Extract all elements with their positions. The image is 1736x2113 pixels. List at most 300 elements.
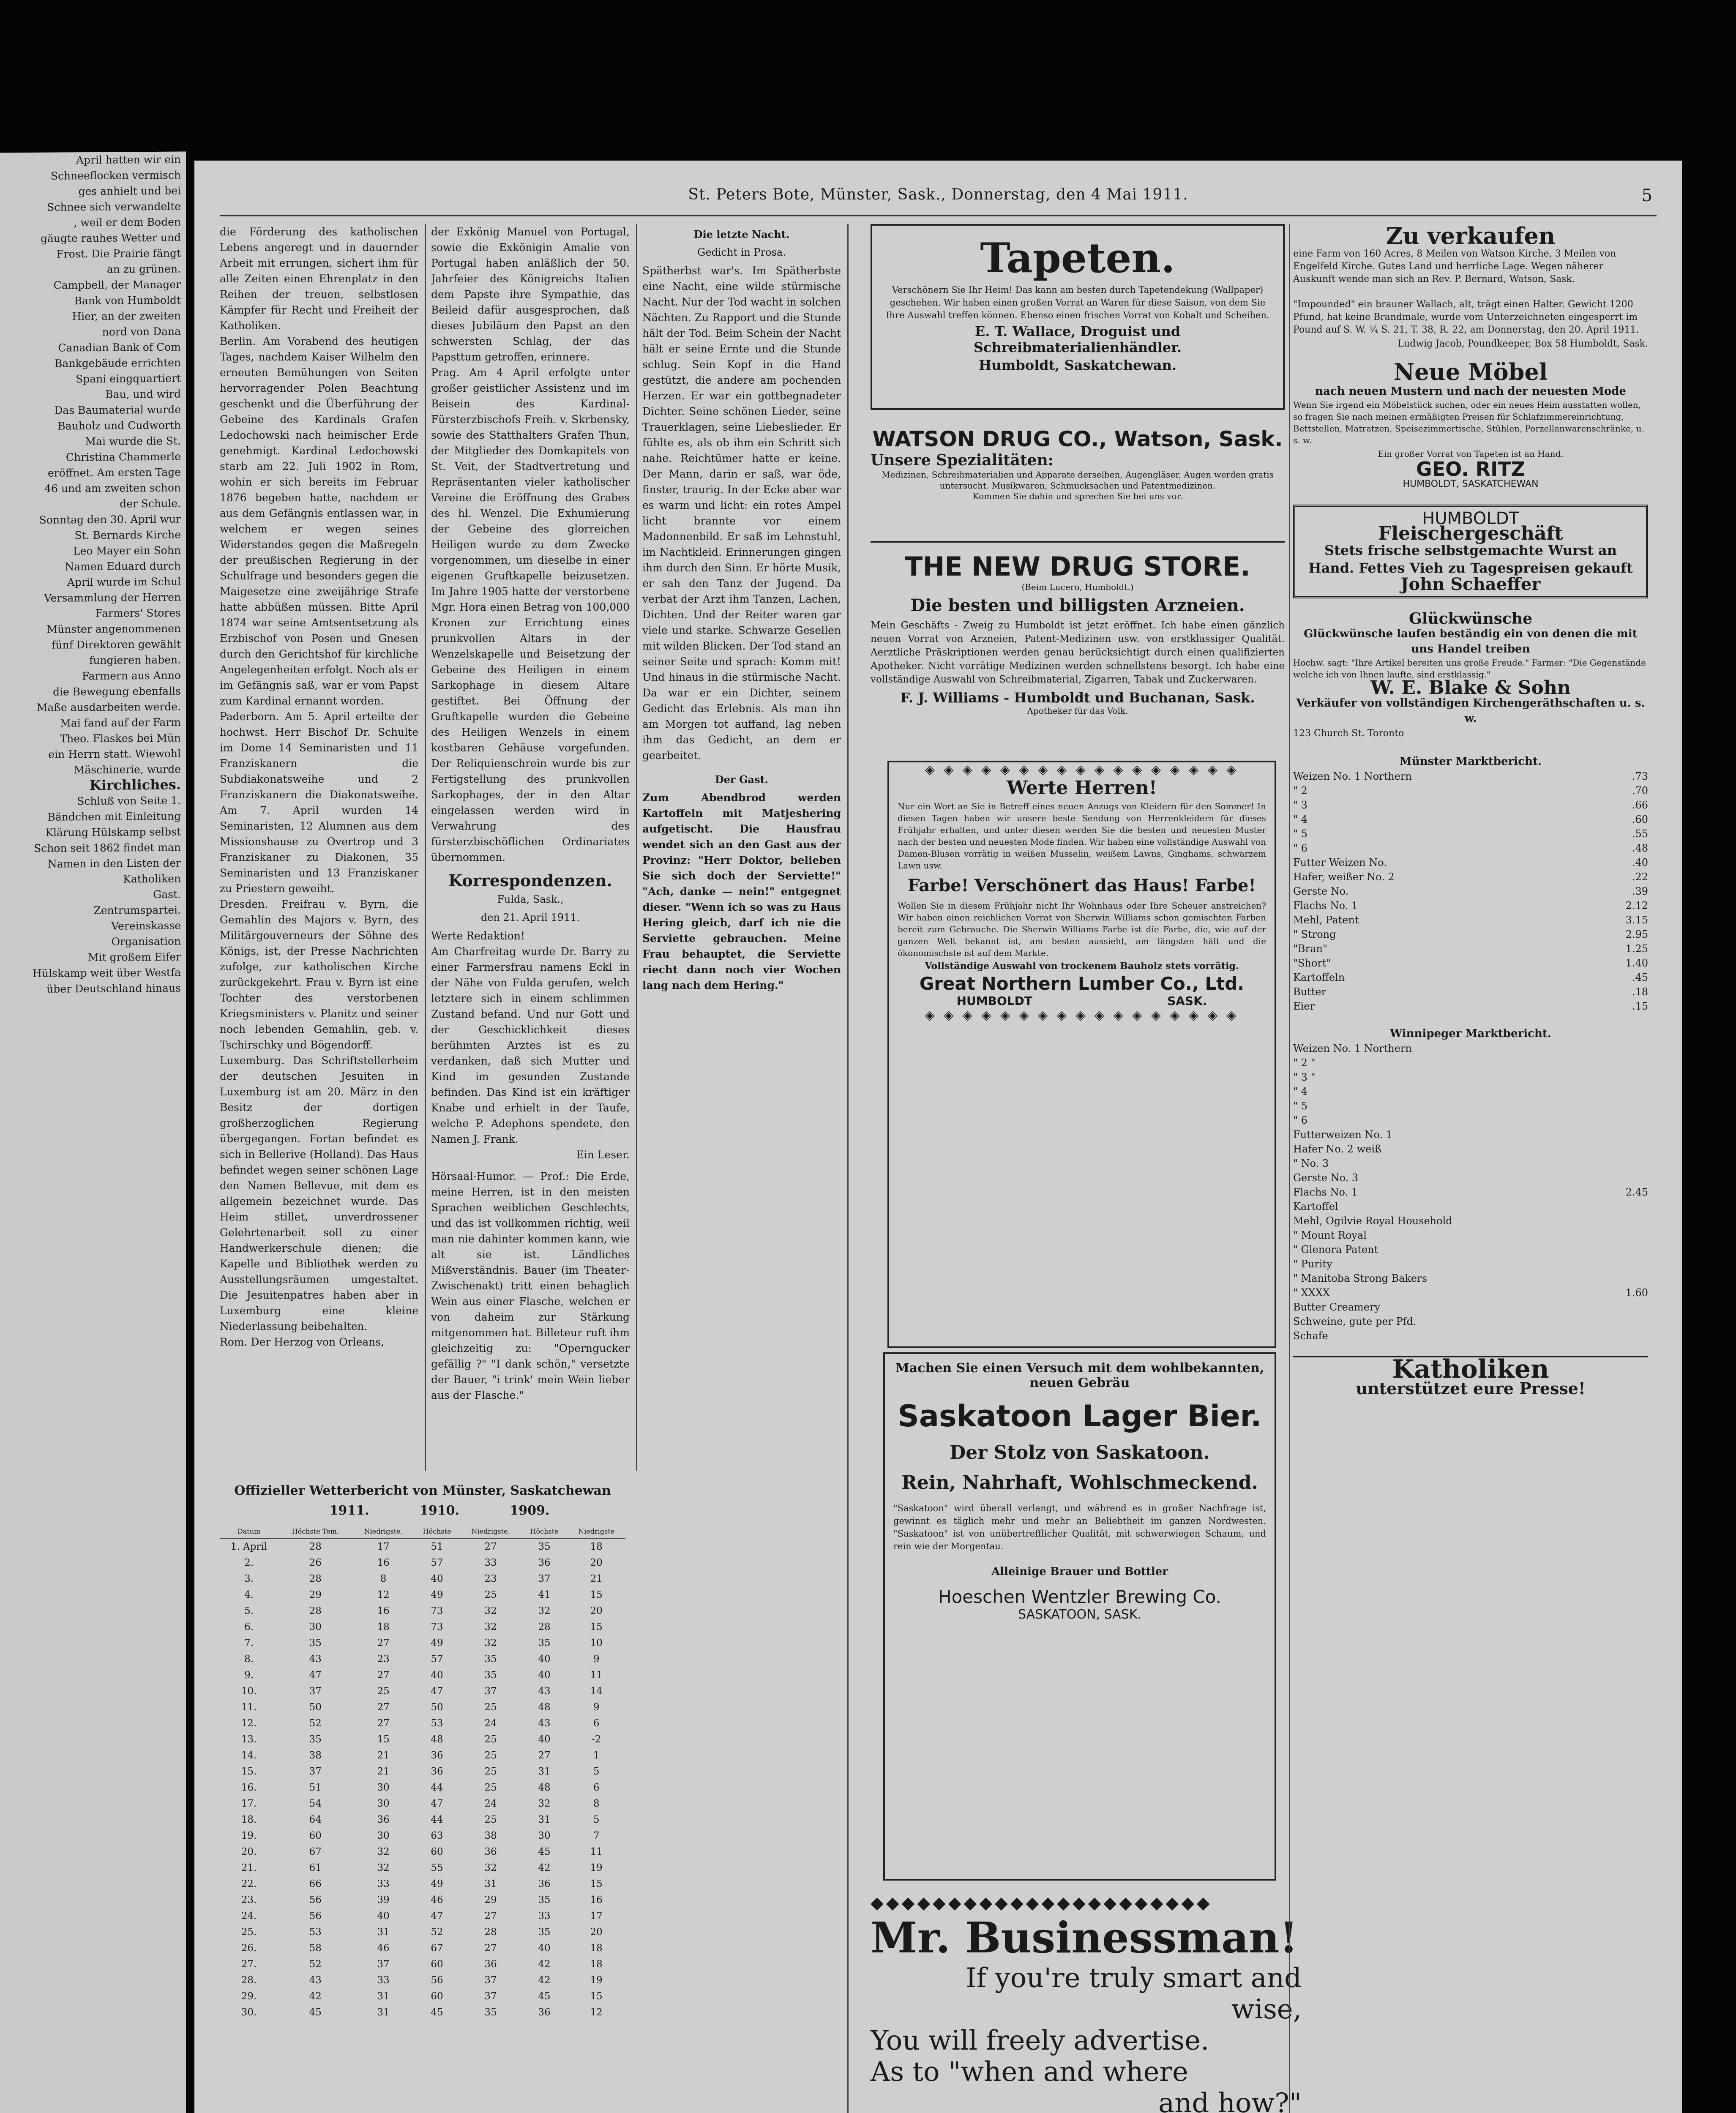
weather-cell: 30 [309,1622,322,1633]
poem-title: Die letzte Nacht. [693,228,790,240]
facing-page-line: Katholiken [123,872,181,885]
weather-cell: 42 [538,1959,551,1970]
weather-cell: 30 [377,1830,390,1841]
weather-cell: 33 [377,1975,390,1986]
market-row [1293,1070,1648,1084]
article-paragraph: Berlin. Am Vorabend des heutigen Tages, nachdem Kaiser Wilhelm den erneuten Bemühungen von Seiten hervorragender Polen Beachtung geschenkt und die Überführung der Gebeine des Kardinals Grafen Ledochowski nach heimischer Erde genehmigt. Kardinal Ledochowski starb am 22. Juli 1902 in Rom, wohin er sich bereits im Februar 1876 begeben hatte, nachdem er aus dem Gefängnis entlassen war, in welchem er wegen seines Widerstandes gegen die Maßregeln der preußischen Regierung in der Schulfrage und besonders gegen die Maigesetze eine zweijährige Strafe hatte abbüßen müssen. Bitte April 1874 war seine Amtsentsetzung als Erzbischof von Posen und Gnesen durch den Gerichtshof für kirchliche Angelegenheiten erfolgt. Noch als er im Gefängnis saß, war er vom Papst zum Kardinal ernannt worden. [220,335,418,707]
businessman-line: If you're truly smart and [966,1963,1302,1994]
weather-cell: 73 [431,1605,443,1616]
market-item: " 4 [1293,814,1307,825]
new-drug-tagline: Die besten und billigsten Arzneien. [910,595,1245,615]
weather-column-header: Datum [220,1525,278,1538]
impounded-notice [1293,298,1648,352]
weather-cell: 15 [590,1878,603,1889]
weather-cell: 31 [377,1991,390,2002]
weather-cell: 57 [431,1557,443,1568]
weather-cell: 40 [538,1734,551,1745]
ritz-place: HUMBOLDT, SASKATCHEWAN [1403,479,1539,489]
weather-cell: 42 [538,1862,551,1873]
facing-page-line: Frost. Die Prairie fängt [56,247,181,260]
weather-table-body [220,1538,625,2020]
weather-cell: 26. [241,1943,257,1954]
weather-cell: 31 [484,1878,497,1889]
weather-cell: 27 [377,1718,390,1729]
weather-cell: 32 [538,1798,551,1809]
munster-market-rows [1293,769,1648,1013]
weather-cell: 28 [309,1573,322,1584]
weather-cell: 58 [309,1943,322,1954]
market-row [1293,855,1648,870]
market-price: 1.40 [1625,957,1648,969]
weather-year: 1909. [510,1503,550,1518]
weather-cell: 52 [309,1959,322,1970]
weather-row [220,1699,625,1715]
market-row [1293,1329,1648,1343]
weather-cell: 9 [593,1654,600,1665]
market-row [1293,884,1648,898]
butcher-town: HUMBOLDT [1422,509,1519,528]
weather-cell: 61 [309,1862,322,1873]
weather-cell: 19 [590,1862,603,1873]
weather-cell: 36 [431,1750,443,1761]
brewer-place: SASKATOON, SASK. [1018,1607,1141,1622]
market-price: 1.60 [1625,1287,1648,1299]
facing-page-line: Schluß von Seite 1. [77,794,181,808]
furniture-body: Wenn Sie irgend ein Möbelstück suchen, oder ein neues Heim ausstatten wollen, so fragen Sie nach meinen ermäßigten Preisen für Schlafzimmereinrichtung, Bettstellen, Matratzen, Speisezimmertische, Stühlen, Porzellanwarenschränke, u. s. w. [1293,400,1644,445]
weather-cell: 20 [590,1927,603,1938]
weather-cell: 47 [431,1911,443,1922]
weather-cell: 32 [484,1605,497,1616]
weather-cell: 29. [241,1991,257,2002]
market-price: .48 [1632,842,1648,854]
market-item: " 6 [1293,842,1307,854]
weather-cell: 25 [484,1589,497,1600]
article-paragraph: die Förderung des katholischen Lebens angeregt und in dauernder Arbeit mit errungen, sichert ihm für alle Zeiten einen Ehrenplatz in den Reihen der treuen, selbstlosen Kämpfer für Recht und Freiheit der Katholiken. [220,226,418,332]
market-price: .45 [1632,972,1648,983]
market-item: Kartoffeln [1293,972,1345,983]
weather-cell: 49 [431,1878,443,1889]
market-item: " 5 [1293,828,1307,840]
market-price: .66 [1632,799,1648,811]
paint-title: Farbe! Verschönert das Haus! Farbe! [908,876,1256,895]
weather-cell: 31 [377,1927,390,1938]
weather-cell: 40 [431,1670,443,1681]
winnipeg-market-rows [1293,1041,1648,1343]
weather-row [220,1667,625,1683]
weather-cell: 54 [309,1798,322,1809]
market-row [1293,769,1648,784]
beer-name: Saskatoon Lager Bier. [898,1399,1262,1433]
weather-cell: 31 [538,1814,551,1825]
newspaper-page [194,161,1682,2113]
weather-row [220,1603,625,1619]
market-item: Flachs No. 1 [1293,1186,1358,1198]
weather-cell: 33 [484,1557,497,1568]
weather-row [220,1876,625,1892]
weather-row [220,1764,625,1780]
article-paragraph: Rom. Der Herzog von Orleans, [220,1336,385,1348]
weather-cell: 35 [309,1638,322,1649]
weather-cell: 27 [377,1638,390,1649]
weather-cell: 16 [377,1557,390,1568]
weather-cell: 27 [484,1911,497,1922]
weather-row [220,1828,625,1844]
weather-cell: 32 [377,1862,390,1873]
congratulations-ad [1293,611,1648,741]
weather-cell: 37 [377,1959,390,1970]
weather-column-header: Niedrigste [567,1525,625,1538]
korrespondenzen-heading: Korrespondenzen. [448,871,612,890]
weather-cell: -2 [591,1734,601,1745]
weather-cell: 48 [431,1734,443,1745]
facing-page-line: Christina Chammerle [66,450,181,464]
weather-cell: 30. [241,2007,257,2018]
weather-cell: 32 [484,1638,497,1649]
weather-cell: 42 [309,1991,322,2002]
facing-page-line: ein Herrn statt. Wiewohl [48,747,181,761]
weather-cell: 36 [538,1878,551,1889]
weather-cell: 36 [538,1557,551,1568]
weather-cell: 53 [431,1718,443,1729]
weather-row [220,1651,625,1667]
market-item: " 3 [1293,799,1307,811]
market-item: " 2 " [1293,1057,1316,1069]
weather-cell: 19. [241,1830,257,1841]
tapeten-place: Humboldt, Saskatchewan. [978,357,1176,373]
weather-cell: 15. [241,1766,257,1777]
weather-cell: 9 [593,1702,600,1713]
tapeten-title: Tapeten. [980,234,1175,282]
weather-cell: 11 [590,1846,603,1857]
weather-cell: 21 [377,1766,390,1777]
weather-cell: 49 [431,1589,443,1600]
weather-cell: 12 [377,1589,390,1600]
market-item: Butter Creamery [1293,1301,1381,1313]
weather-cell: 3. [244,1573,254,1584]
facing-page-line: Canadian Bank of Com [58,341,181,354]
article-paragraph: Prag. Am 4 April erfolgte unter großer geistlicher Assistenz und im Beisein des Kardinal-Fürsterzbischofs Freih. v. Skrbensky, sowie des Statthalters Grafen Thun, der Mitglieder des Domkapitels von St. Veit, der Stadtvertretung und Repräsentanten vieler katholischer Vereine die Eröffnung des Grabes des hl. Wenzel. Die Exhumierung der Gebeine des glorreichen Heiligen wurde zu dem Zwecke vorgenommen, um dieselbe in einer eigenen Gruftkapelle beizusetzen. Im Jahre 1905 hatte der verstorbene Mgr. Hora einen Betrag von 100,000 Kronen zur Errichtung eines prunkvollen Altars in der Wenzelskapelle und Beisetzung der Gebeine des Heiligen in einem Sarkophage in diesem Altare gestiftet. Bei Öffnung der Gruftkapelle wurden die Gebeine des Heiligen Wenzels in einem kostbaren Gehäuse vorgefunden. Der Reliquienschrein wurde bis zur Fertigstellung des prunkvollen Sarkophages, der in den Altar eingelassen werden wird in Verwahrung des fürsterzbischöflichen Ordinariates übernommen. [431,366,630,863]
ornament-border: ◆◆◆◆◆◆◆◆◆◆◆◆◆◆◆◆◆◆◆◆◆◆ [871,1893,1212,1913]
facing-page-line: Gast. [153,888,181,901]
weather-cell: 37 [538,1573,551,1584]
new-drug-title: THE NEW DRUG STORE. [905,551,1250,582]
market-price: 1.25 [1625,943,1648,955]
weather-cell: 29 [309,1589,322,1600]
weather-cell: 52 [309,1718,322,1729]
facing-page-line: ges anhielt und bei [78,184,181,198]
weather-year: 1910. [420,1503,459,1518]
weather-row [220,1635,625,1651]
ritz-name: GEO. RITZ [1416,458,1526,480]
market-row [1293,1214,1648,1228]
weather-cell: 24. [241,1911,257,1922]
weather-cell: 28 [484,1927,497,1938]
weather-cell: 36 [484,1959,497,1970]
market-row [1293,898,1648,913]
market-item: Schweine, gute per Pfd. [1293,1316,1417,1327]
blake-title: W. E. Blake & Sohn [1370,677,1571,699]
butcher-title: Fleischergeschäft [1378,523,1563,544]
facing-page-line: Theo. Flaskes bei Mün [60,732,181,745]
paint-body: Wollen Sie in diesem Frühjahr nicht Ihr Wohnhaus oder Ihre Scheuer anstreichen? Wir haben einen reichlichen Vorrat von Sherwin Williams schon gemischten Farben bereit zum Gebrauche. Die Sherwin Williams Farbe ist die Farbe, die, wie auf der ganzen Welt bekannt ist, am besten aussieht, am längsten hält und die ökonomischste ist auf dem Markte. [898,901,1266,958]
weather-cell: 23 [377,1654,390,1665]
weather-cell: 45 [431,2007,443,2018]
weather-row [220,1683,625,1699]
businessman-line: wise, [1231,1994,1302,2025]
weather-cell: 35 [538,1541,551,1552]
facing-page-line: Schneeflocken vermisch [50,169,181,182]
weather-cell: 12 [590,2007,603,2018]
catholics-ad [1293,1356,1648,1396]
market-item: Futterweizen No. 1 [1293,1129,1392,1141]
weather-cell: 2. [244,1557,254,1568]
weather-cell: 31 [538,1766,551,1777]
market-item: "Short" [1293,957,1331,969]
tapeten-ad [871,224,1285,410]
market-row [1293,1199,1648,1214]
market-item: Hafer No. 2 weiß [1293,1143,1382,1155]
furniture-ad [1293,358,1648,492]
butcher-body: Stets frische selbstgemachte Wurst an Hand. Fettes Vieh zu Tagespreisen gekauft [1308,542,1633,576]
facing-page-line: Campbell, der Manager [53,278,181,292]
weather-cell: 15 [377,1734,390,1745]
market-item: " 2 [1293,785,1307,797]
market-item: " Purity [1293,1258,1332,1270]
market-row [1293,1156,1648,1171]
weather-cell: 30 [377,1782,390,1793]
market-row [1293,1228,1648,1242]
weather-row [220,1892,625,1908]
weather-row [220,1972,625,1988]
weather-cell: 18 [377,1622,390,1633]
blake-address: 123 Church St. Toronto [1293,728,1404,739]
weather-cell: 37 [484,1975,497,1986]
humor-paragraph: Hörsaal-Humor. — Prof.: Die Erde, meine Herren, ist in den meisten Sprachen weiblichen Geschlechts, und das ist vollkommen richtig, weil man nie dahinter kommen kann, wie alt sie ist. Ländliches Mißverständnis. Bauer (im Theater-Zwischenakt) tritt einen behaglich Wein aus einer Flasche, welchen er von daheim zur Stärkung mitgenommen hat. Billeteur ruft ihm gleichzeitig zu: "Operngucker gefällig ?" "I dank schön," versetzte der Bauer, "i trink' mein Wein lieber aus der Flasche." [431,1170,630,1401]
weather-cell: 17 [377,1541,390,1552]
tapeten-merchant: E. T. Wallace, Droguist und Schreibmaterialienhändler. [973,323,1182,355]
weather-cell: 36 [484,1846,497,1857]
for-sale-body: eine Farm von 160 Acres, 8 Meilen von Watson Kirche, 3 Meilen von Engelfeld Kirche. Gutes Land und herrliche Lage. Wegen näherer Auskunft wende man sich an Rev. P. Bernard, Watson, Sask. [1293,248,1616,284]
munster-market-title: Münster Marktbericht. [1400,755,1542,768]
weather-cell: 35 [538,1895,551,1906]
prose-poem: Spätherbst war's. Im Spätherbste eine Nacht, eine wilde stürmische Nacht. Nur der Tod wacht in solchen Nächten. Zu Rapport und die Stunde hält der Tod. Beim Schein der Nacht hält er seine Ernte und die Stunde schlug. Sein Kopf in die Hand gestützt, die andere am pochenden Herzen. Er war ein gottbegnadeter Dichter. Seine schönen Lieder, seine Trauerklagen, seine Liebeslieder. Er fühlte es, als ob ihm ein Schritt sich nahe. Reichtümer hatte er keine. Der Mann, darin er saß, war öde, finster, traurig. In der Ecke aber war es warm und licht: ein rotes Ampel licht brannte vor einem Madonnenbild. Er saß im Lehnstuhl, im Nachtkleid. Erinnerungen gingen ihm durch den Sinn. Er hörte Musik, er sah den Tanz der Jugend. Da verbat der Arzt ihm Tanzen, Lachen, Dichten. Und der Reiter waren gar viele und starke. Schwarze Gesellen mit wilden Blicken. Der Tod stand an seiner Seite und sprach: Komm mit! Und hinaus in die stürmische Nacht. Da war er ein Dichter, seinem Gedicht das Erlebnis. Als man ihn am Morgen tot auffand, lag neben ihm das Gedicht, an dem er gearbeitet. [642,265,841,762]
market-price: 2.95 [1625,928,1648,940]
market-price: 3.15 [1625,914,1648,926]
weather-cell: 11. [241,1702,257,1713]
ornament-border: ◈ ◈ ◈ ◈ ◈ ◈ ◈ ◈ ◈ ◈ ◈ ◈ ◈ ◈ ◈ ◈ ◈ [925,762,1239,777]
weather-row [220,1988,625,2004]
weather-column-header: Niedrigste. [352,1525,414,1538]
weather-cell: 57 [431,1654,443,1665]
market-item: "Bran" [1293,943,1327,955]
weather-cell: 14 [590,1686,603,1697]
correspondence-place: Fulda, Sask., [497,893,564,905]
weather-cell: 32 [484,1622,497,1633]
weather-cell: 23 [484,1573,497,1584]
tapeten-body: Verschönern Sie Ihr Heim! Das kann am besten durch Tapetendekung (Wallpaper) geschehen. Wir haben einen großen Vorrat an Waren für diese Saison, von dem Sie Ihre Auswahl treffen können. Ebenso einen frischen Vorrat von Kobalt und Scheiben. [886,285,1269,320]
weather-row [220,1747,625,1764]
weather-cell: 25 [484,1814,497,1825]
munster-market-report [1293,754,1648,1013]
weather-header-row [220,1525,625,1538]
butcher-owner: John Schaeffer [1400,574,1541,594]
facing-page-line: fungieren haben. [89,653,181,667]
facing-page-text [0,151,186,997]
weather-cell: 60 [309,1830,322,1841]
facing-page-line: Farmern aus Anno [82,669,181,682]
market-row [1293,942,1648,956]
weather-row [220,1908,625,1924]
weather-cell: 16. [241,1782,257,1793]
weather-cell: 28 [309,1605,322,1616]
weather-cell: 5. [244,1605,254,1616]
beer-body: "Saskatoon" wird überall verlangt, und während es in großer Nachfrage ist, gewinnt es täglich mehr und mehr an Beliebtheit im ganzen Nordwesten. "Saskatoon" ist von unübertrefflicher Qualität, mit schwerwiegen Schaum, und rein wie der Morgentau. [893,1503,1266,1551]
facing-page-line: Namen in den Listen der [47,857,181,870]
facing-page-line: Farmers' Stores [95,606,181,620]
market-row [1293,798,1648,812]
correspondence-body: Am Charfreitag wurde Dr. Barry zu einer Farmersfrau namens Eckl in der Nähe von Fulda gerufen, welch letztere sich in einem schlimmen Zustand befand. Und nur Gott und der Geschicklichkeit dieses berühmten Arztes ist es zu verdanken, daß sich Mutter und Kind im gesunden Zustande befinden. Das Kind ist ein kräftiger Knabe und erhielt in der Taufe, welche P. Adephons spendete, den Namen J. Frank. [431,945,630,1145]
weather-cell: 8 [593,1798,600,1809]
market-row [1293,784,1648,798]
right-column [1293,224,1648,1396]
facing-page-line: Organisation [111,935,181,948]
facing-page-line: Mai fand auf der Farm [60,716,181,729]
weather-table [220,1525,625,2020]
weather-row [220,1715,625,1731]
weather-cell: 67 [309,1846,322,1857]
article-paragraph: Dresden. Freifrau v. Byrn, die Gemahlin des Majors v. Byrn, des Militärgouverneurs der Söhne des Königs, ist, der Presse Nachrichten zufolge, zur katholischen Kirche zurückgekehrt. Frau v. Byrn ist eine Tochter des verstorbenen Kriegsministers v. Planitz und seiner noch lebenden Gemahlin, geb. v. Tschirschky und Bögendorff. [220,898,418,1051]
market-item: " Glenora Patent [1293,1244,1378,1256]
weather-cell: 12. [241,1718,257,1729]
lumber-body: Nur ein Wort an Sie in Betreff eines neuen Anzugs von Kleidern für den Sommer! In diesen Tagen haben wir unsere beste Sendung von Herrenkleidern für dieses Frühjahr erhalten, und unter diesen werden Sie die besten und neuesten Muster nach der besten und neuesten Mode finden. Wir haben eine vollständige Auswahl von Damen-Blusen vorrätig in weißen Musselin, weißem Lawns, Ginghams, schwarzem Lawn usw. [898,801,1266,871]
market-row [1293,1041,1648,1056]
weather-cell: 32 [538,1605,551,1616]
column-2 [431,224,630,1466]
weather-row [220,1780,625,1796]
market-item: " Manitoba Strong Bakers [1293,1272,1428,1284]
weather-cell: 25 [484,1766,497,1777]
weather-cell: 43 [538,1686,551,1697]
weather-cell: 39 [377,1895,390,1906]
weather-cell: 1 [593,1750,600,1761]
winnipeg-market-report [1293,1026,1648,1343]
der-gast-heading: Der Gast. [715,773,769,786]
market-price: .73 [1632,770,1648,782]
furniture-subtitle: nach neuen Mustern und nach der neuesten Mode [1315,385,1626,398]
market-row [1293,956,1648,970]
weather-cell: 44 [431,1782,443,1793]
weather-cell: 22. [241,1878,257,1889]
facing-page-line: St. Bernards Kirche [74,528,181,542]
weather-row [220,1940,625,1956]
weather-cell: 47 [431,1686,443,1697]
weather-row [220,1924,625,1940]
winnipeg-market-title: Winnipeger Marktbericht. [1390,1027,1551,1040]
weather-cell: 6 [593,1718,600,1729]
market-item: Mehl, Patent [1293,914,1359,926]
market-item: " 6 [1293,1114,1307,1126]
weather-cell: 32 [484,1862,497,1873]
weather-cell: 16 [590,1895,603,1906]
market-price: 2.12 [1625,900,1648,912]
watson-drug-ad [871,427,1285,501]
weather-cell: 36 [431,1766,443,1777]
market-item: Futter Weizen No. [1293,857,1387,868]
beer-ad [883,1352,1276,1881]
weather-cell: 40 [377,1911,390,1922]
market-price: .55 [1632,828,1648,840]
facing-page-line: Bankgebäude errichten [55,356,181,370]
market-row [1293,1185,1648,1199]
congratulations-title: Glückwünsche [1408,610,1533,628]
facing-page-line: , weil er dem Boden [74,216,181,229]
market-row [1293,1242,1648,1257]
weather-cell: 37 [309,1766,322,1777]
weather-cell: 35 [484,2007,497,2018]
facing-page-line: April hatten wir ein [76,153,181,167]
weather-cell: 9. [244,1670,254,1681]
weather-cell: 13. [241,1734,257,1745]
weather-cell: 1. April [230,1541,267,1552]
weather-cell: 15 [590,1622,603,1633]
weather-cell: 14. [241,1750,257,1761]
market-row [1293,827,1648,841]
furniture-title: Neue Möbel [1393,358,1548,385]
weather-cell: 8 [380,1573,387,1584]
weather-cell: 31 [377,2007,390,2018]
businessman-ad [871,1893,1302,2113]
facing-page-line: die Bewegung ebenfalls [53,685,181,698]
weather-cell: 27 [538,1750,551,1761]
market-price: .18 [1632,986,1648,998]
congratulations-quote: Hochw. sagt: "Ihre Artikel bereiten uns große Freude." Farmer: "Die Gegenstände welche ich von Ihnen laufte, sind erstklassig." [1293,658,1646,680]
facing-page-line: Bau, und wird [105,388,181,401]
lumber-place [889,994,1275,1008]
market-row [1293,999,1648,1013]
facing-page-line: Hier, an der zweiten [72,309,181,323]
weather-cell: 67 [431,1943,443,1954]
weather-row [220,1812,625,1828]
facing-page-line: Maße ausdarbeiten werde. [36,700,181,714]
facing-page-line: Bändchen mit Einleitung [47,810,181,823]
weather-cell: 38 [484,1830,497,1841]
column-1 [220,224,418,1466]
new-drug-body: Mein Geschäfts - Zweig zu Humboldt ist jetzt eröffnet. Ich habe einen gänzlich neuen Vorrat von Arzneien, Patent-Medizinen usw. von erstklassiger Qualität. Aerztliche Präskriptionen werden genau berücksichtigt durch einen qualifizierten Apotheker. Nicht vorrätige Medizinen werden schnellstens besorgt. Ich habe eine vollständige Auswahl von Schreibmaterial, Zigarren, Tabak und Zuckerwaren. [871,620,1285,685]
weather-cell: 10. [241,1686,257,1697]
weather-cell: 53 [309,1927,322,1938]
facing-page-line: Vereinskasse [111,919,181,932]
weather-cell: 37 [309,1686,322,1697]
page-header: St. Peters Bote, Münster, Sask., Donnerstag, den 4 Mai 1911. [688,186,1188,203]
weather-cell: 64 [309,1814,322,1825]
new-drug-store-ad [871,541,1285,716]
lumber-province: SASK. [1167,994,1207,1008]
weather-cell: 25 [484,1734,497,1745]
weather-row [220,1538,625,1555]
impounded-signature: Ludwig Jacob, Poundkeeper, Box 58 Humboldt, Sask. [1398,339,1648,349]
facing-page-line: über Deutschland hinaus [46,982,181,995]
market-item: " 5 [1293,1100,1307,1112]
weather-cell: 47 [431,1798,443,1809]
for-sale-notice [1293,222,1648,286]
weather-year: 1911. [329,1503,369,1518]
weather-cell: 21. [241,1862,257,1873]
weather-cell: 42 [538,1975,551,1986]
weather-cell: 60 [431,1991,443,2002]
weather-cell: 6. [244,1622,254,1633]
congratulations-body: Glückwünsche laufen beständig ein von denen die mit uns Handel treiben [1304,628,1638,655]
weather-cell: 40 [538,1670,551,1681]
